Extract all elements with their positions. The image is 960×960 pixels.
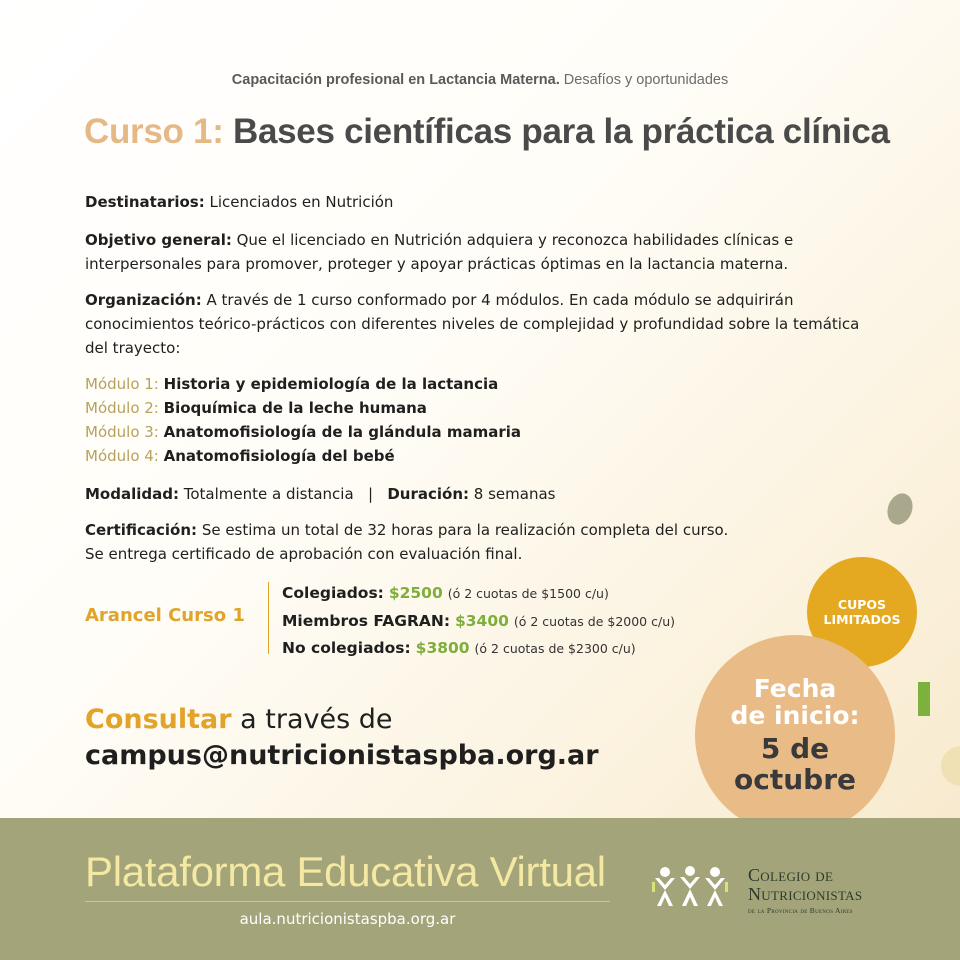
fee-item: Colegiados: $2500 (ó 2 cuotas de $1500 c/u): [282, 584, 609, 602]
start-date-badge: Fecha de inicio: 5 de octubre: [695, 635, 895, 835]
objetivo-general: Objetivo general: Que el licenciado en Nutrición adquiera y reconozca habilidades clínicas e interpersonales para promover, proteger y apoyar prácticas óptimas en la lactancia materna.: [85, 231, 794, 273]
fee-item: No colegiados: $3800 (ó 2 cuotas de $2300 c/u): [282, 639, 636, 657]
fee-label: Arancel Curso 1: [85, 605, 245, 626]
module-item: Módulo 4: Anatomofisiología del bebé: [85, 447, 395, 465]
certificacion: Certificación: Se estima un total de 32 horas para la realización completa del curso. Se entrega certificado de aprobación con evaluación final.: [85, 521, 729, 563]
course-subtitle: Capacitación profesional en Lactancia Materna. Desafíos y oportunidades: [231, 72, 729, 88]
decor-leaf: [883, 490, 916, 528]
fee-item: Miembros FAGRAN: $3400 (ó 2 cuotas de $2000 c/u): [282, 611, 675, 630]
title-prefix: Curso 1:: [84, 112, 224, 151]
colegio-logo-text: Colegio de Nutricionistas de la Provincia de Buenos Aires: [748, 865, 863, 915]
module-item: Módulo 1: Historia y epidemiología de la lactancia: [85, 375, 499, 393]
page-title: [84, 112, 890, 152]
modalidad-duracion: Modalidad: Totalmente a distancia | Duración: 8 semanas: [85, 485, 556, 503]
platform-url[interactable]: aula.nutricionistaspba.org.ar: [239, 910, 456, 928]
destinatarios: Destinatarios: Licenciados en Nutrición: [85, 193, 394, 211]
module-item: Módulo 2: Bioquímica de la leche humana: [85, 399, 427, 417]
contact-highlight: Consultar: [85, 704, 232, 735]
contact-block: Consultar a través de campus@nutricionistaspba.org.ar: [85, 704, 599, 771]
platform-title: Plataforma Educativa Virtual: [85, 848, 606, 895]
footer-divider: [85, 901, 610, 902]
title-main: Bases científicas para la práctica clínica: [223, 112, 890, 151]
cupos-limitados-badge: CUPOS LIMITADOS: [807, 557, 917, 667]
decor-green-bar: [918, 682, 930, 716]
organizacion: Organización: A través de 1 curso conformado por 4 módulos. En cada módulo se adquirirán conocimientos teórico-prácticos con diferentes niveles de complejidad y profundidad sobre la temática del trayecto:: [85, 291, 860, 357]
colegio-logo-icon: [652, 862, 728, 910]
contact-email[interactable]: campus@nutricionistaspba.org.ar: [85, 740, 599, 771]
decor-half-circle: [941, 746, 960, 786]
module-item: Módulo 3: Anatomofisiología de la glándula mamaria: [85, 423, 521, 441]
fee-list: [282, 580, 675, 663]
fee-divider: [268, 582, 269, 654]
